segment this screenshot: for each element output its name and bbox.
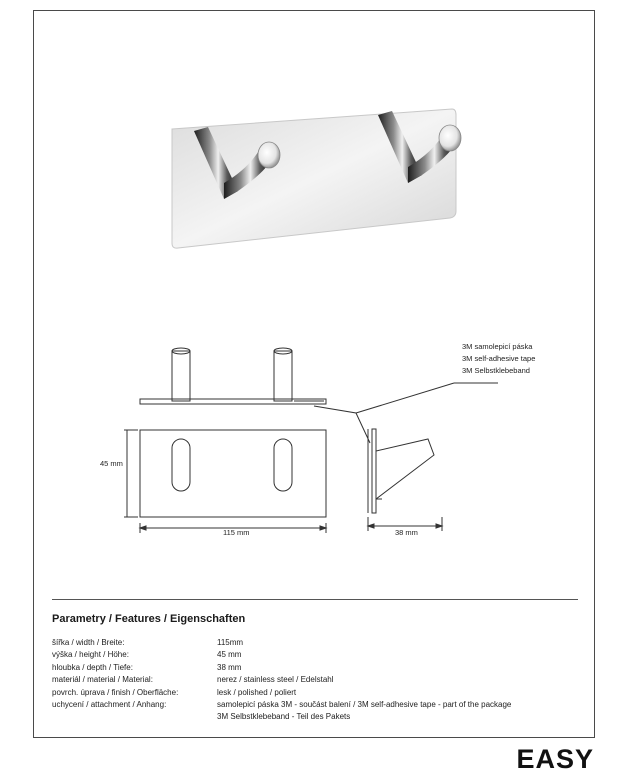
brand-logo: EASY	[516, 744, 594, 774]
spec-row-height	[52, 649, 511, 661]
width-dimension-label: 115 mm	[223, 528, 250, 537]
spec-row-depth	[52, 662, 511, 674]
spec-attachment-continuation: 3M Selbstklebeband - Teil des Pakets	[217, 712, 351, 722]
spec-label: materiál / material / Material:	[52, 675, 153, 685]
spec-row-material	[52, 674, 511, 686]
top-view-pin-right	[274, 351, 292, 401]
product-sheet	[33, 10, 595, 738]
spec-label: výška / height / Höhe:	[52, 650, 129, 660]
spec-label: šířka / width / Breite:	[52, 638, 125, 647]
callout-line-de: 3M Selbstklebeband	[462, 366, 530, 375]
product-photo	[164, 91, 464, 261]
side-view-plate	[372, 429, 376, 513]
height-dimension-label: 45 mm	[100, 459, 123, 468]
adhesive-tape-callout	[462, 341, 535, 377]
spec-row-attachment	[52, 699, 511, 711]
spec-value: samolepicí páska 3M - součást balení / 3M self-adhesive tape - part of the package	[217, 700, 512, 710]
callout-line-cz: 3M samolepicí páska	[462, 342, 533, 351]
features-table	[52, 637, 511, 724]
spec-value: 115mm	[217, 638, 244, 647]
callout-line-en: 3M self-adhesive tape	[462, 354, 536, 363]
spec-value: nerez / stainless steel / Edelstahl	[217, 675, 334, 685]
spec-label: uchycení / attachment / Anhang:	[52, 700, 167, 710]
top-view-pin-left	[172, 351, 190, 401]
section-divider	[52, 599, 578, 600]
front-view-plate	[140, 430, 326, 517]
spec-value: 38 mm	[217, 662, 242, 672]
spec-label: povrch. úprava / finish / Oberfläche:	[52, 687, 179, 697]
spec-label: hloubka / depth / Tiefe:	[52, 662, 133, 672]
depth-dimension-label: 38 mm	[395, 528, 418, 537]
spec-row-width	[52, 637, 511, 649]
spec-value: lesk / polished / poliert	[217, 687, 297, 697]
spec-row-finish	[52, 687, 511, 699]
spec-value: 45 mm	[217, 650, 242, 660]
features-heading: Parametry / Features / Eigenschaften	[52, 613, 246, 625]
